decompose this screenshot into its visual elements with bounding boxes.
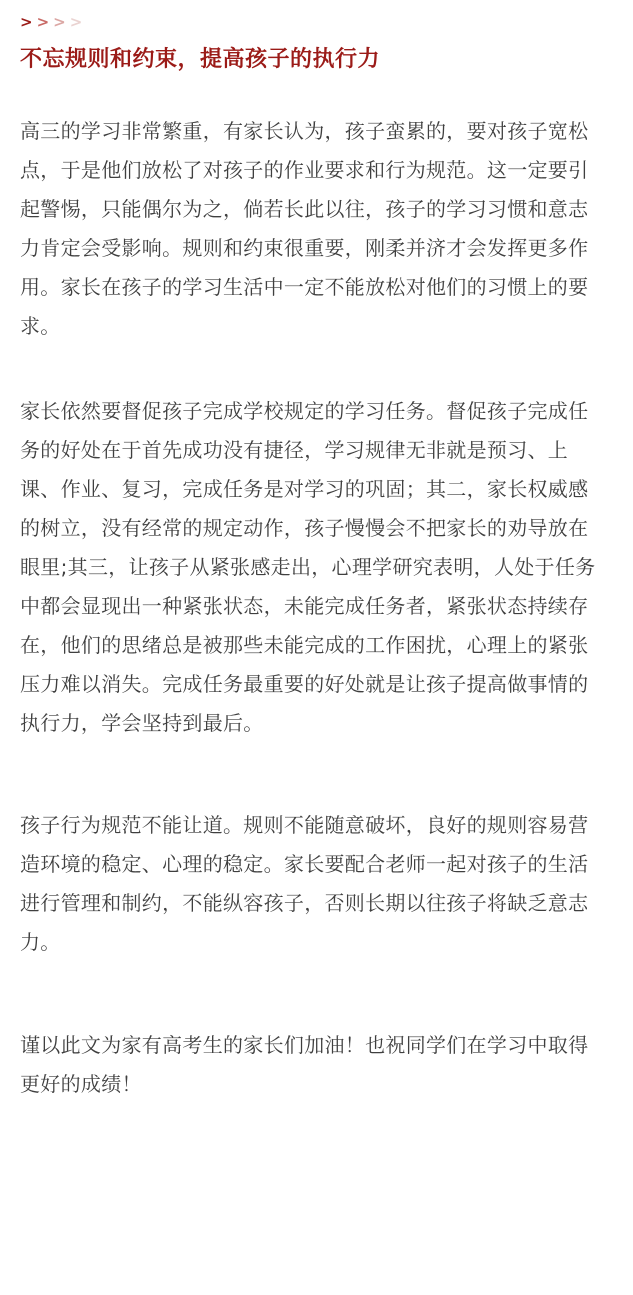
article-body [20,112,620,1104]
text-line: 执行力，学会坚持到最后。 [20,711,264,735]
text-line: 造环境的稳定、心理的稳定。家长要配合老师一起对孩子的生活 [20,852,589,876]
paragraph-1 [20,112,620,346]
text-line: 力肯定会受影响。规则和约束很重要，刚柔并济才会发挥更多作 [20,236,589,260]
chevron-right-icon: > [20,13,33,31]
text-line: 谨以此文为家有高考生的家长们加油！也祝同学们在学习中取得 [20,1033,589,1057]
text-line: 孩子行为规范不能让道。规则不能随意破坏，良好的规则容易营 [20,813,589,837]
article-title: 不忘规则和约束，提高孩子的执行力 [20,47,381,72]
paragraph-4 [20,1026,620,1104]
text-line: 课、作业、复习，完成任务是对学习的巩固；其二，家长权威感 [20,477,589,501]
text-line: 中都会显现出一种紧张状态，未能完成任务者，紧张状态持续存 [20,594,589,618]
text-line: 在，他们的思绪总是被那些未能完成的工作困扰，心理上的紧张 [20,633,589,657]
text-line: 眼里;其三，让孩子从紧张感走出，心理学研究表明，人处于任务 [20,555,596,579]
paragraph-3 [20,806,620,962]
text-line: 求。 [20,314,61,338]
chevron-right-icon: > [53,13,66,31]
paragraph-2 [20,392,620,743]
chevron-right-icon: > [36,13,50,31]
decorative-chevrons [20,12,82,32]
text-line: 更好的成绩！ [20,1072,142,1096]
text-line: 高三的学习非常繁重，有家长认为，孩子蛮累的，要对孩子宽松 [20,119,589,143]
text-line: 起警惕，只能偶尔为之，倘若长此以往，孩子的学习习惯和意志 [20,197,589,221]
text-line: 点，于是他们放松了对孩子的作业要求和行为规范。这一定要引 [20,158,589,182]
paragraph-spacer [20,743,620,806]
text-line: 进行管理和制约，不能纵容孩子，否则长期以往孩子将缺乏意志 [20,891,589,915]
text-line: 务的好处在于首先成功没有捷径，学习规律无非就是预习、上 [20,438,569,462]
text-line: 压力难以消失。完成任务最重要的好处就是让孩子提高做事情的 [20,672,589,696]
paragraph-spacer [20,346,620,392]
text-line: 用。家长在孩子的学习生活中一定不能放松对他们的习惯上的要 [20,275,589,299]
text-line: 力。 [20,930,61,954]
text-line: 的树立，没有经常的规定动作，孩子慢慢会不把家长的劝导放在 [20,516,589,540]
chevron-right-icon: > [69,13,83,31]
paragraph-spacer [20,962,620,1026]
text-line: 家长依然要督促孩子完成学校规定的学习任务。督促孩子完成任 [20,399,589,423]
